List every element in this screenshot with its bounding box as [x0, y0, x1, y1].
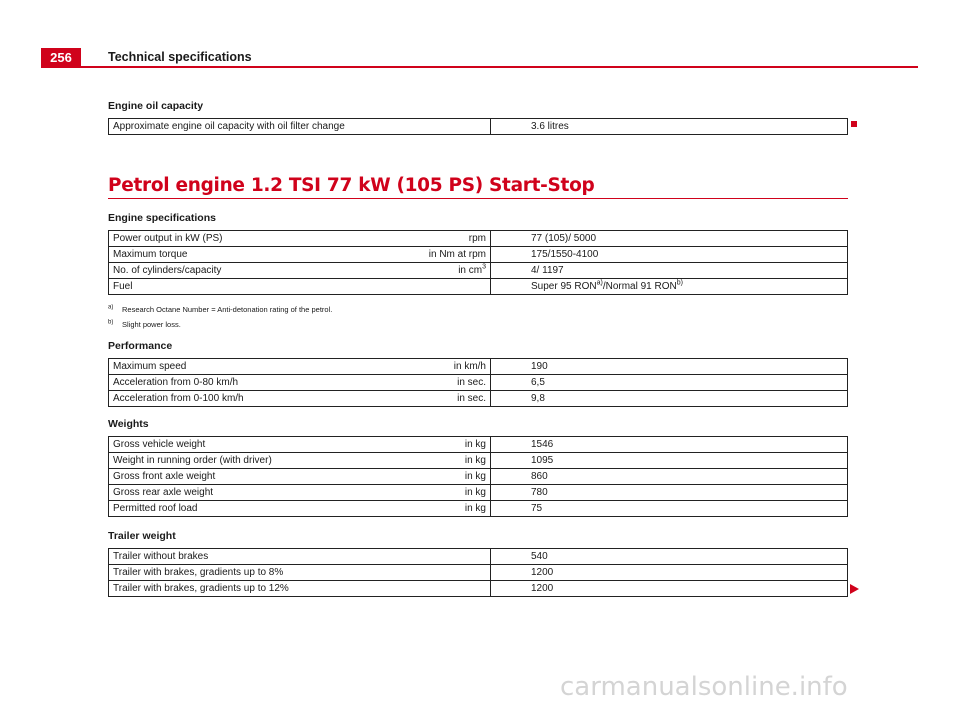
- table-row: [109, 231, 848, 247]
- spec-label: Weight in running order (with driver): [109, 453, 323, 469]
- spec-unit: in kg: [322, 469, 491, 485]
- chapter-rule: [108, 198, 848, 199]
- spec-value: [491, 279, 848, 295]
- spec-label: Acceleration from 0-80 km/h: [109, 375, 323, 391]
- spec-value: 77 (105)/ 5000: [491, 231, 848, 247]
- fuel-value-part2: /Normal 91 RON: [602, 281, 677, 292]
- spec-value: 75: [491, 501, 848, 517]
- spec-unit-text: in cm: [458, 265, 483, 276]
- spec-label: Maximum speed: [109, 359, 323, 375]
- table-row: [109, 391, 848, 407]
- spec-unit: in kg: [322, 501, 491, 517]
- spec-unit: in kg: [322, 485, 491, 501]
- spec-label: Power output in kW (PS): [109, 231, 323, 247]
- footnote-text: Research Octane Number = Anti-detonation rating of the petrol.: [122, 305, 333, 314]
- footnote: [108, 319, 181, 329]
- footnote-marker: a): [108, 304, 114, 311]
- spec-value: 1200: [491, 565, 848, 581]
- table-row: [109, 565, 848, 581]
- header-rule: [41, 66, 918, 68]
- trailer-heading: Trailer weight: [108, 530, 176, 542]
- spec-label: Gross rear axle weight: [109, 485, 323, 501]
- end-of-section-marker-icon: [851, 121, 857, 127]
- footnote-text: Slight power loss.: [122, 320, 181, 329]
- spec-value: 9,8: [491, 391, 848, 407]
- spec-unit: in kg: [322, 437, 491, 453]
- spec-value: 6,5: [491, 375, 848, 391]
- trailer-table: [108, 548, 848, 597]
- spec-unit: in km/h: [322, 359, 491, 375]
- table-row: [109, 437, 848, 453]
- spec-unit: in sec.: [322, 375, 491, 391]
- spec-label: Acceleration from 0-100 km/h: [109, 391, 323, 407]
- spec-unit: [322, 279, 491, 295]
- spec-value: 1095: [491, 453, 848, 469]
- spec-unit-superscript: 3: [482, 263, 486, 271]
- table-row: [109, 263, 848, 279]
- engine-oil-table: [108, 118, 848, 135]
- chapter-title: Petrol engine 1.2 TSI 77 kW (105 PS) Start-Stop: [108, 175, 595, 196]
- fuel-value-part1: Super 95 RON: [531, 281, 597, 292]
- table-row: [109, 469, 848, 485]
- spec-value: 4/ 1197: [491, 263, 848, 279]
- engine-oil-label: Approximate engine oil capacity with oil filter change: [109, 119, 491, 135]
- spec-label: Trailer with brakes, gradients up to 12%: [109, 581, 491, 597]
- spec-value: 175/1550-4100: [491, 247, 848, 263]
- footnote-marker: b): [108, 319, 114, 326]
- table-row: [109, 247, 848, 263]
- footnote-ref: b): [676, 279, 683, 287]
- table-row: [109, 581, 848, 597]
- page-number: 256: [41, 48, 81, 68]
- table-row: [109, 501, 848, 517]
- table-row: [109, 119, 848, 135]
- spec-label: Gross vehicle weight: [109, 437, 323, 453]
- table-row: [109, 375, 848, 391]
- spec-value: 1200: [491, 581, 848, 597]
- engine-specs-heading: Engine specifications: [108, 212, 216, 224]
- spec-label: Fuel: [109, 279, 323, 295]
- page-header-title: Technical specifications: [108, 50, 252, 64]
- table-row: [109, 485, 848, 501]
- table-row: [109, 279, 848, 295]
- spec-unit: in kg: [322, 453, 491, 469]
- engine-specs-table: [108, 230, 848, 295]
- spec-unit: rpm: [322, 231, 491, 247]
- engine-oil-value: 3.6 litres: [491, 119, 848, 135]
- footnote-ref: a): [596, 279, 603, 287]
- continue-arrow-icon[interactable]: [850, 584, 859, 594]
- spec-label: No. of cylinders/capacity: [109, 263, 323, 279]
- spec-value: 540: [491, 549, 848, 565]
- weights-table: [108, 436, 848, 517]
- spec-label: Permitted roof load: [109, 501, 323, 517]
- spec-value: 190: [491, 359, 848, 375]
- performance-table: [108, 358, 848, 407]
- footnote: [108, 304, 333, 314]
- weights-heading: Weights: [108, 418, 149, 430]
- spec-value: 780: [491, 485, 848, 501]
- spec-value: 1546: [491, 437, 848, 453]
- spec-value: 860: [491, 469, 848, 485]
- spec-label: Trailer without brakes: [109, 549, 491, 565]
- watermark: carmanualsonline.info: [560, 672, 848, 702]
- spec-unit: in sec.: [322, 391, 491, 407]
- spec-unit: in Nm at rpm: [322, 247, 491, 263]
- table-row: [109, 453, 848, 469]
- table-row: [109, 549, 848, 565]
- spec-label: Gross front axle weight: [109, 469, 323, 485]
- table-row: [109, 359, 848, 375]
- spec-unit: [322, 263, 491, 279]
- performance-heading: Performance: [108, 340, 173, 352]
- spec-label: Maximum torque: [109, 247, 323, 263]
- engine-oil-heading: Engine oil capacity: [108, 100, 204, 112]
- spec-label: Trailer with brakes, gradients up to 8%: [109, 565, 491, 581]
